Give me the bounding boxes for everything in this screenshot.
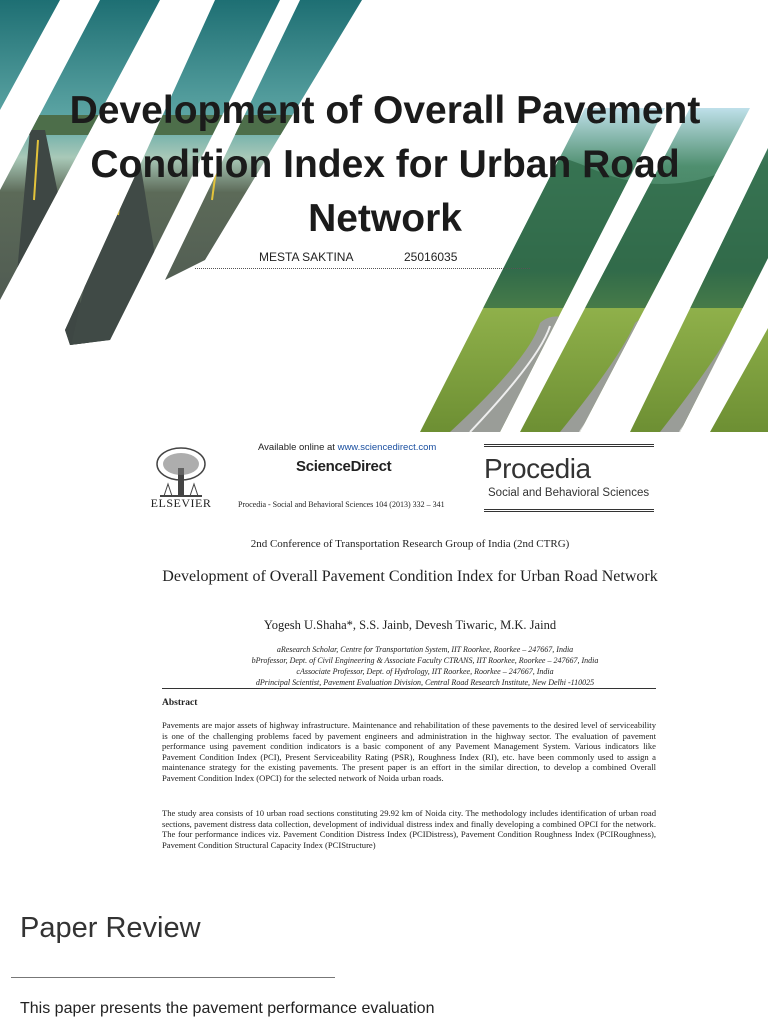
- procedia-name: Procedia: [484, 453, 591, 484]
- sciencedirect-link[interactable]: www.sciencedirect.com: [337, 442, 437, 453]
- procedia-subtitle: Social and Behavioral Sciences: [488, 487, 650, 499]
- slide-title: Development of Overall Pavement Condition Index for Urban Road Network: [69, 89, 701, 240]
- available-online-line: [258, 442, 436, 453]
- abstract-divider: [162, 688, 656, 689]
- elsevier-label: ELSEVIER: [150, 496, 212, 510]
- title-slide: [0, 0, 768, 432]
- procedia-logo: [484, 444, 654, 512]
- paper-first-page: [150, 436, 670, 868]
- abstract-paragraph-2: The study area consists of 10 urban road sections constituting 29.92 km of Noida city. The methodology includes identification of urban road sections, pavement distress data collection, development of individual distress index and finally developing a combined OPCI for the network. The four performance indices viz. Pavement Condition Distress Index (PCIDistress), Pavement Condition Roughness Index (PCIRoughness), Pavement Condition Structural Capacity Index (PCIStructure): [162, 808, 656, 850]
- author-id: 25016035: [404, 250, 458, 264]
- paper-title: Development of Overall Pavement Condition Index for Urban Road Network: [162, 568, 658, 585]
- affiliation-item: aResearch Scholar, Centre for Transportation System, IIT Roorkee, Roorkee – 247667, India: [276, 645, 574, 654]
- paper-authors: Yogesh U.Shaha*, S.S. Jainb, Devesh Tiwaric, M.K. Jaind: [263, 618, 557, 632]
- review-body-text: This paper presents the pavement performance evaluation: [20, 1000, 435, 1017]
- review-divider: [11, 977, 335, 978]
- abstract-paragraph-1: Pavements are major assets of highway infrastructure. Maintenance and rehabilitation of these pavements to the desired level of serviceability is one of the challenging problems faced by pavement engineers and administration in the highway sector. The evaluation of pavement performance using pavement condition indicators is a basic component of any Pavement Management System. Various indicators like Pavement Condition Index (PCI), Present Serviceability Rating (PSR), Roughness Index (RI), etc. have been commonly used to assign a maintenance strategy for the existing pavements. The present paper is an effort in the similar direction, to develop a combined Overall Pavement Condition Index (OPCI) for the selected network of Noida urban roads.: [162, 720, 656, 783]
- affiliations: [210, 644, 640, 688]
- sciencedirect-logo: ScienceDirect: [296, 458, 392, 475]
- abstract-heading: Abstract: [162, 698, 198, 708]
- author-line: [195, 250, 530, 269]
- affiliation-item: dPrincipal Scientist, Pavement Evaluation Division, Central Road Research Institute, New Delhi -110025: [255, 678, 595, 687]
- affiliation-item: bProfessor, Dept. of Civil Engineering & Associate Faculty CTRANS, IIT Roorkee, Roorkee – 247667, India: [251, 656, 599, 665]
- available-prefix: Available online at: [258, 442, 335, 453]
- author-name: MESTA SAKTINA: [259, 250, 354, 264]
- affiliation-item: cAssociate Professor, Dept. of Hydrology, IIT Roorkee, Roorkee – 247667, India: [296, 667, 554, 676]
- conference-line: 2nd Conference of Transportation Research Group of India (2nd CTRG): [250, 538, 570, 550]
- journal-reference: Procedia - Social and Behavioral Sciences 104 (2013) 332 – 341: [238, 500, 445, 509]
- review-heading: Paper Review: [20, 912, 201, 944]
